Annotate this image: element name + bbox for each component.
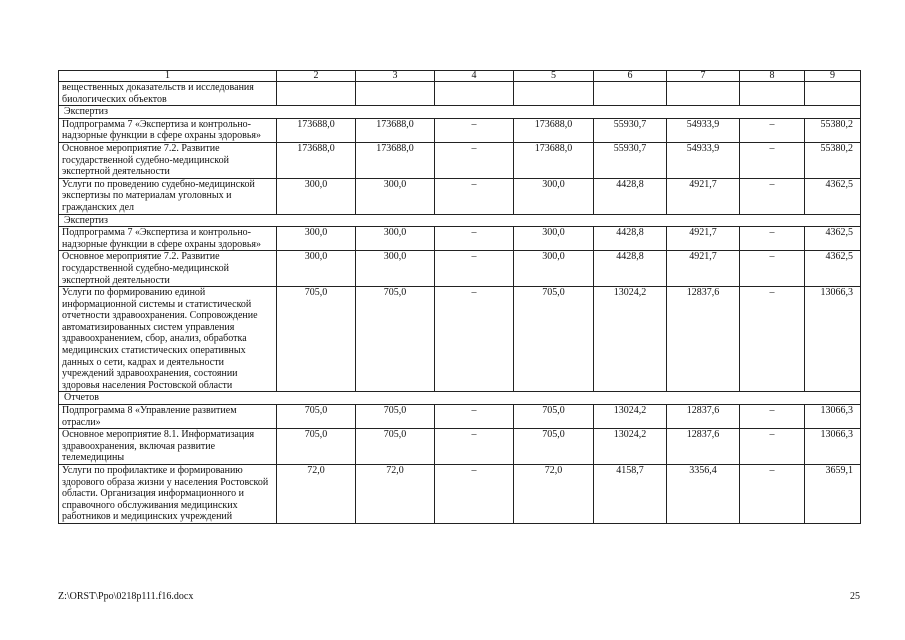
header-cell: 5 — [514, 71, 594, 82]
row-name-cell: Подпрограмма 7 «Экспертиза и контрольно-надзорные функции в сфере охраны здоровья» — [59, 227, 277, 251]
value-cell: 300,0 — [277, 178, 356, 214]
header-cell: 4 — [435, 71, 514, 82]
section-label: Экспертиз — [59, 106, 861, 119]
section-label-row — [59, 392, 861, 405]
value-cell: – — [740, 287, 805, 392]
value-cell: – — [740, 118, 805, 142]
value-cell: 55930,7 — [594, 142, 667, 178]
value-cell: – — [740, 178, 805, 214]
value-cell: 173688,0 — [514, 118, 594, 142]
value-cell: 4428,8 — [594, 251, 667, 287]
header-cell: 6 — [594, 71, 667, 82]
value-cell: 13024,2 — [594, 287, 667, 392]
page-number: 25 — [850, 591, 860, 602]
header-cell: 9 — [805, 71, 861, 82]
table-body — [59, 71, 861, 524]
value-cell: 4362,5 — [805, 227, 861, 251]
value-cell: 4428,8 — [594, 178, 667, 214]
value-cell: 705,0 — [277, 429, 356, 465]
header-cell: 3 — [356, 71, 435, 82]
value-cell: – — [740, 227, 805, 251]
value-cell: 4158,7 — [594, 465, 667, 524]
value-cell: 4921,7 — [667, 227, 740, 251]
value-cell: 55930,7 — [594, 118, 667, 142]
table-row — [59, 142, 861, 178]
table-row — [59, 118, 861, 142]
value-cell: 13066,3 — [805, 405, 861, 429]
value-cell: – — [740, 405, 805, 429]
value-cell: 4428,8 — [594, 227, 667, 251]
value-cell: 55380,2 — [805, 142, 861, 178]
value-cell: 13024,2 — [594, 405, 667, 429]
header-cell: 7 — [667, 71, 740, 82]
value-cell: 3356,4 — [667, 465, 740, 524]
value-cell: 705,0 — [514, 287, 594, 392]
value-cell: – — [435, 465, 514, 524]
file-path: Z:\ORST\Ppo\0218p111.f16.docx — [58, 591, 194, 602]
value-cell — [356, 82, 435, 106]
value-cell: 13024,2 — [594, 429, 667, 465]
value-cell — [805, 82, 861, 106]
header-row — [59, 71, 861, 82]
value-cell: 173688,0 — [277, 118, 356, 142]
table-row — [59, 178, 861, 214]
value-cell — [435, 82, 514, 106]
value-cell: 300,0 — [514, 227, 594, 251]
value-cell: 705,0 — [356, 287, 435, 392]
value-cell: 705,0 — [277, 405, 356, 429]
header-cell: 8 — [740, 71, 805, 82]
value-cell: – — [435, 227, 514, 251]
value-cell: 72,0 — [514, 465, 594, 524]
value-cell: – — [435, 251, 514, 287]
table-row — [59, 251, 861, 287]
value-cell: – — [435, 287, 514, 392]
value-cell: 705,0 — [356, 429, 435, 465]
data-table — [58, 70, 861, 524]
value-cell: 12837,6 — [667, 429, 740, 465]
value-cell: – — [435, 118, 514, 142]
value-cell: – — [435, 405, 514, 429]
header-cell: 2 — [277, 71, 356, 82]
value-cell: – — [435, 178, 514, 214]
row-name-cell: Основное мероприятие 7.2. Развитие государственной судебно-медицинской экспертной деятельности — [59, 251, 277, 287]
section-label: Экспертиз — [59, 214, 861, 227]
value-cell: 12837,6 — [667, 287, 740, 392]
value-cell: 12837,6 — [667, 405, 740, 429]
row-name-cell: Услуги по профилактике и формированию здорового образа жизни у населения Ростовской области. Организация информационного и справочного обслуживания медицинских работников и медицинских учреждений — [59, 465, 277, 524]
section-label-row — [59, 106, 861, 119]
value-cell: 173688,0 — [356, 118, 435, 142]
table-row — [59, 465, 861, 524]
table-row — [59, 287, 861, 392]
value-cell: – — [435, 429, 514, 465]
value-cell — [667, 82, 740, 106]
table-row — [59, 405, 861, 429]
value-cell: 173688,0 — [356, 142, 435, 178]
value-cell: 54933,9 — [667, 142, 740, 178]
value-cell: 4362,5 — [805, 178, 861, 214]
value-cell: – — [740, 142, 805, 178]
row-name-cell: вещественных доказательств и исследования биологических объектов — [59, 82, 277, 106]
value-cell — [740, 82, 805, 106]
value-cell: 300,0 — [356, 227, 435, 251]
value-cell — [514, 82, 594, 106]
value-cell: 72,0 — [356, 465, 435, 524]
section-label: Отчетов — [59, 392, 861, 405]
value-cell: 705,0 — [356, 405, 435, 429]
value-cell: 300,0 — [277, 227, 356, 251]
value-cell: 55380,2 — [805, 118, 861, 142]
row-name-cell: Услуги по проведению судебно-медицинской экспертизы по материалам уголовных и гражданских дел — [59, 178, 277, 214]
table-row — [59, 82, 861, 106]
row-name-cell: Основное мероприятие 7.2. Развитие государственной судебно-медицинской экспертной деятельности — [59, 142, 277, 178]
value-cell: 705,0 — [277, 287, 356, 392]
row-name-cell: Услуги по формированию единой информационной системы и статистической отчетности здравоохранения. Сопровождение автоматизированных систем управления здравоохранением, сбор, анализ, обработка медицинских статистических оперативных данных о сети, кадрах и деятельности учреждений здравоохранения, состоянии здоровья населения Ростовской области — [59, 287, 277, 392]
value-cell: 13066,3 — [805, 287, 861, 392]
value-cell: 705,0 — [514, 429, 594, 465]
value-cell: 300,0 — [514, 178, 594, 214]
value-cell: 300,0 — [356, 251, 435, 287]
header-cell: 1 — [59, 71, 277, 82]
section-label-row — [59, 214, 861, 227]
row-name-cell: Подпрограмма 7 «Экспертиза и контрольно-надзорные функции в сфере охраны здоровья» — [59, 118, 277, 142]
value-cell: 300,0 — [277, 251, 356, 287]
value-cell: 173688,0 — [277, 142, 356, 178]
value-cell — [594, 82, 667, 106]
value-cell: 4921,7 — [667, 251, 740, 287]
value-cell: 4362,5 — [805, 251, 861, 287]
value-cell: 705,0 — [514, 405, 594, 429]
value-cell: 173688,0 — [514, 142, 594, 178]
value-cell: 72,0 — [277, 465, 356, 524]
value-cell: – — [740, 251, 805, 287]
value-cell: 13066,3 — [805, 429, 861, 465]
value-cell: 54933,9 — [667, 118, 740, 142]
value-cell: – — [740, 429, 805, 465]
value-cell: 300,0 — [514, 251, 594, 287]
row-name-cell: Основное мероприятие 8.1. Информатизация здравоохранения, включая развитие телемедицины — [59, 429, 277, 465]
row-name-cell: Подпрограмма 8 «Управление развитием отрасли» — [59, 405, 277, 429]
value-cell: 4921,7 — [667, 178, 740, 214]
value-cell — [277, 82, 356, 106]
value-cell: – — [740, 465, 805, 524]
table-row — [59, 429, 861, 465]
value-cell: 3659,1 — [805, 465, 861, 524]
value-cell: 300,0 — [356, 178, 435, 214]
value-cell: – — [435, 142, 514, 178]
table-row — [59, 227, 861, 251]
